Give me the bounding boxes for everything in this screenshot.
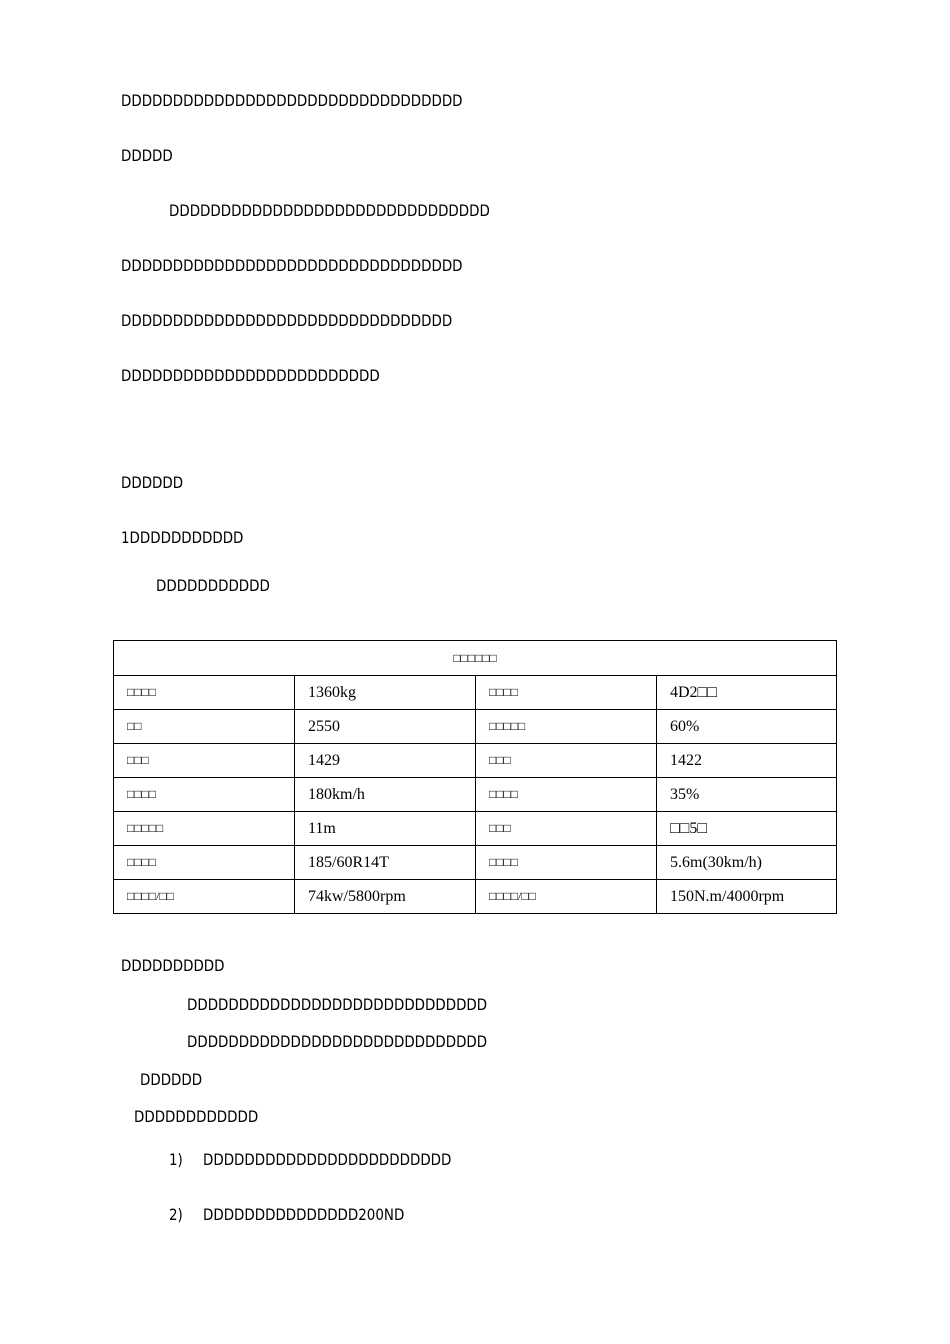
line-2: DDDDD [121,146,173,165]
table-cell: 11m [295,812,476,846]
table-cell: □□□□ [476,778,657,812]
indented-line-2: DDDDDDDDDDDDDDDDDDDDDDDDDDDDD [187,1032,488,1051]
table-row [114,880,837,914]
list-item-2: DDDDDDDDDDDDDDD200ND [203,1205,405,1224]
line-after-table: DDDDDDDDDD [121,956,225,975]
table-cell: □□□ [476,812,657,846]
list-intro: DDDDDDDDDDDD [134,1107,259,1126]
table-row [114,846,837,880]
table-row [114,710,837,744]
table-cell: □□□□ [114,846,295,880]
list-item-1: DDDDDDDDDDDDDDDDDDDDDDDD [203,1150,452,1169]
line-1: DDDDDDDDDDDDDDDDDDDDDDDDDDDDDDDDD [121,91,463,110]
table-cell: □□□□ [476,676,657,710]
table-cell: □□□□ [476,846,657,880]
table-cell: □□5□ [657,812,837,846]
table-cell: □□□□ [114,778,295,812]
table-caption: □□□□□□ [114,641,837,676]
table-cell: □□□□/□□ [114,880,295,914]
table-cell: □□□□□ [476,710,657,744]
table-cell: 4D2□□ [657,676,837,710]
line-6: DDDDDDDDDDDDDDDDDDDDDDDDD [121,366,380,385]
line-3: DDDDDDDDDDDDDDDDDDDDDDDDDDDDDDD [169,201,490,220]
table-cell: 1360kg [295,676,476,710]
table-cell: 1422 [657,744,837,778]
table-cell: 35% [657,778,837,812]
table-cell: 2550 [295,710,476,744]
list-marker-1: 1) [169,1150,183,1169]
line-4: DDDDDDDDDDDDDDDDDDDDDDDDDDDDDDDDD [121,256,463,275]
table-cell: 1429 [295,744,476,778]
table-cell: 180km/h [295,778,476,812]
line-short: DDDDDD [140,1070,203,1089]
line-5: DDDDDDDDDDDDDDDDDDDDDDDDDDDDDDDD [121,311,453,330]
table-cell: 5.6m(30km/h) [657,846,837,880]
table-cell: □□ [114,710,295,744]
table-cell: □□□□/□□ [476,880,657,914]
indented-line-1: DDDDDDDDDDDDDDDDDDDDDDDDDDDDD [187,995,488,1014]
table-cell: 185/60R14T [295,846,476,880]
table-cell: □□□ [476,744,657,778]
table-cell: 74kw/5800rpm [295,880,476,914]
table-caption-row [114,641,837,676]
table-cell: □□□□ [114,676,295,710]
table-row [114,676,837,710]
table-cell: □□□ [114,744,295,778]
table-cell: 60% [657,710,837,744]
subsection-heading: 1DDDDDDDDDDD [121,528,244,547]
table-intro: DDDDDDDDDDD [156,576,270,595]
table-row [114,812,837,846]
table-row [114,778,837,812]
table-cell: □□□□□ [114,812,295,846]
table-cell: 150N.m/4000rpm [657,880,837,914]
section-heading: DDDDDD [121,473,184,492]
spec-table [113,640,837,914]
list-marker-2: 2) [169,1205,183,1224]
table-row [114,744,837,778]
